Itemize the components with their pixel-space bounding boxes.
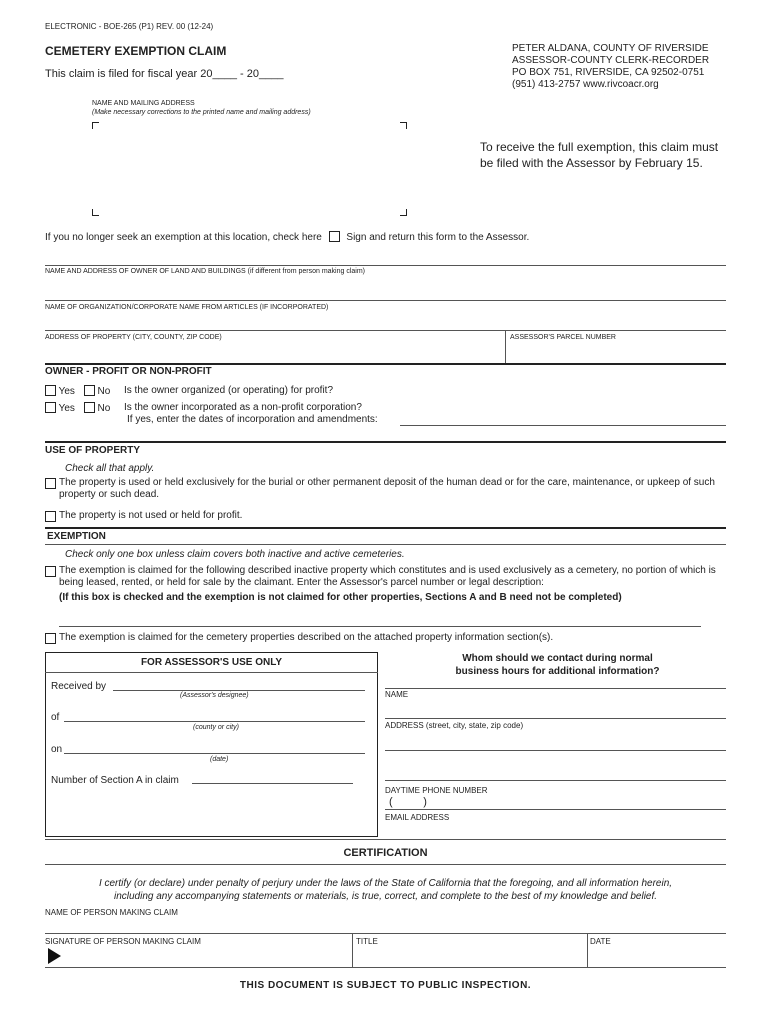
contact-name-field[interactable] bbox=[385, 700, 726, 716]
no-longer-seek-row bbox=[45, 231, 529, 243]
mailing-label: NAME AND MAILING ADDRESS bbox=[92, 100, 195, 107]
date-field[interactable] bbox=[590, 948, 726, 964]
contact-name-label: NAME bbox=[385, 690, 409, 699]
assessor-office-block bbox=[512, 43, 709, 91]
address-window-corner-bl bbox=[92, 209, 99, 216]
use-instruction: Check all that apply. bbox=[65, 463, 155, 474]
on-hint: (date) bbox=[210, 756, 229, 763]
signature-label: SIGNATURE OF PERSON MAKING CLAIM bbox=[45, 937, 201, 946]
title-field[interactable] bbox=[356, 948, 584, 964]
address-window-corner-br bbox=[400, 209, 407, 216]
office-line-2: ASSESSOR-COUNTY CLERK-RECORDER bbox=[512, 55, 710, 66]
contact-email-label: EMAIL ADDRESS bbox=[385, 813, 450, 822]
assessor-use-box bbox=[45, 652, 378, 837]
received-by-label: Received by bbox=[51, 681, 107, 692]
claimant-name-label: NAME OF PERSON MAKING CLAIM bbox=[45, 908, 178, 917]
parcel-number-label: ASSESSOR'S PARCEL NUMBER bbox=[510, 334, 616, 341]
form-code: ELECTRONIC - BOE-265 (P1) REV. 00 (12-24) bbox=[45, 22, 214, 31]
section-a-count-label: Number of Section A in claim bbox=[51, 775, 179, 786]
received-by-hint: (Assessor's designee) bbox=[180, 692, 249, 699]
certification-line-1: I certify (or declare) under penalty of perjury under the laws of the State of California that the foregoing, and all information herein, bbox=[98, 878, 673, 889]
property-address-field[interactable] bbox=[45, 344, 500, 362]
use-item1-text: The property is used or held exclusively for the burial or other permanent deposit of the human dead or for the care, maintenance, or upkeep of such property or such dead. bbox=[59, 477, 715, 500]
owner-q2-no-label: No bbox=[97, 403, 111, 414]
address-window-corner-tl bbox=[92, 122, 99, 129]
owner-section-heading: OWNER - PROFIT OR NON-PROFIT bbox=[45, 366, 212, 377]
owner-q2-followup: If yes, enter the dates of incorporation and amendments: bbox=[127, 414, 378, 425]
received-by-field[interactable] bbox=[113, 690, 365, 691]
claimant-name-field[interactable] bbox=[45, 918, 726, 932]
owner-q1-row bbox=[45, 385, 110, 397]
exemption-item2-checkbox[interactable] bbox=[45, 633, 56, 644]
owner-q1-yes-checkbox[interactable] bbox=[45, 385, 56, 396]
sign-here-arrow-icon bbox=[48, 948, 61, 964]
date-label: DATE bbox=[590, 937, 611, 946]
exemption-instruction: Check only one box unless claim covers both inactive and active cemeteries. bbox=[65, 549, 405, 560]
contact-address-label: ADDRESS (street, city, state, zip code) bbox=[385, 721, 524, 730]
owner-q1-no-label: No bbox=[97, 386, 111, 397]
exemption-item2-text: The exemption is claimed for the cemetery properties described on the attached property information section(s). bbox=[59, 632, 554, 643]
assessor-box-heading: FOR ASSESSOR'S USE ONLY bbox=[140, 657, 283, 668]
address-window-corner-tr bbox=[400, 122, 407, 129]
property-address-label: ADDRESS OF PROPERTY (CITY, COUNTY, ZIP CODE) bbox=[45, 334, 222, 341]
use-item2-checkbox[interactable] bbox=[45, 511, 56, 522]
office-line-4: (951) 413-2757 www.rivcoacr.org bbox=[512, 79, 659, 90]
parcel-number-field[interactable] bbox=[510, 344, 726, 362]
contact-phone-field[interactable]: ( ) bbox=[389, 796, 427, 808]
use-section-heading: USE OF PROPERTY bbox=[45, 445, 141, 456]
filing-deadline-notice: To receive the full exemption, this claim must be filed with the Assessor by February 15. bbox=[480, 140, 719, 170]
contact-phone-label: DAYTIME PHONE NUMBER bbox=[385, 786, 488, 795]
owner-q1-no-checkbox[interactable] bbox=[84, 385, 95, 396]
owner-q2-no-checkbox[interactable] bbox=[84, 402, 95, 413]
owner-q2-yes-checkbox[interactable] bbox=[45, 402, 56, 413]
fiscal-year-line: This claim is filed for fiscal year 20____ - 20____ bbox=[45, 68, 284, 80]
owner-address-field[interactable] bbox=[45, 278, 726, 298]
owner-address-label: NAME AND ADDRESS OF OWNER OF LAND AND BUILDINGS (if different from person making claim) bbox=[45, 268, 366, 275]
org-name-label: NAME OF ORGANIZATION/CORPORATE NAME FROM ARTICLES (IF INCORPORATED) bbox=[45, 304, 329, 311]
org-name-field[interactable] bbox=[45, 314, 726, 328]
owner-q2-row bbox=[45, 402, 110, 414]
of-hint: (county or city) bbox=[193, 724, 239, 731]
certification-statement bbox=[45, 877, 726, 903]
office-line-3: PO BOX 751, RIVERSIDE, CA 92502-0751 bbox=[512, 67, 705, 78]
owner-q1-text: Is the owner organized (or operating) for profit? bbox=[124, 385, 333, 396]
owner-q2-text: Is the owner incorporated as a non-profit corporation? bbox=[124, 402, 362, 413]
received-date-field[interactable] bbox=[64, 753, 365, 754]
incorporation-dates-field[interactable] bbox=[400, 425, 726, 426]
of-label: of bbox=[51, 712, 60, 723]
contact-email-field[interactable] bbox=[385, 823, 726, 837]
county-city-field[interactable] bbox=[64, 721, 365, 722]
parcel-description-field[interactable] bbox=[59, 626, 701, 627]
contact-heading-line-2: business hours for additional information? bbox=[455, 666, 660, 677]
owner-q1-yes-label: Yes bbox=[58, 386, 75, 397]
contact-heading bbox=[385, 652, 730, 678]
on-label: on bbox=[51, 744, 63, 755]
use-item2-text: The property is not used or held for profit. bbox=[59, 510, 243, 521]
certification-heading: CERTIFICATION bbox=[343, 847, 428, 859]
exemption-item1-note: (If this box is checked and the exemption is not claimed for other properties, Sections A and B need not be completed) bbox=[59, 592, 622, 603]
mailing-address-area[interactable] bbox=[100, 128, 396, 206]
title-label: TITLE bbox=[356, 937, 378, 946]
exemption-item1-text: The exemption is claimed for the following described inactive property which constitutes and is used exclusively as a cemetery, no portion of which is being leased, rented, or held for sale by the claimant. Enter the Assessor's parcel number or legal description: bbox=[59, 565, 716, 588]
office-line-1: PETER ALDANA, COUNTY OF RIVERSIDE bbox=[512, 43, 709, 54]
owner-q2-yes-label: Yes bbox=[58, 403, 75, 414]
public-inspection-notice: THIS DOCUMENT IS SUBJECT TO PUBLIC INSPECTION. bbox=[239, 980, 532, 991]
mailing-sublabel: (Make necessary corrections to the printed name and mailing address) bbox=[92, 109, 311, 116]
section-a-count-field[interactable] bbox=[192, 783, 353, 784]
sign-and-return-text: Sign and return this form to the Assessor. bbox=[346, 232, 530, 243]
use-item1-checkbox[interactable] bbox=[45, 478, 56, 489]
certification-line-2: including any accompanying statements or materials, is true, correct, and complete to the best of my knowledge and belief. bbox=[113, 891, 658, 902]
no-longer-seek-checkbox[interactable] bbox=[329, 231, 340, 242]
signature-field[interactable] bbox=[65, 948, 348, 964]
no-longer-seek-text: If you no longer seek an exemption at this location, check here bbox=[45, 232, 322, 243]
exemption-item1-checkbox[interactable] bbox=[45, 566, 56, 577]
contact-heading-line-1: Whom should we contact during normal bbox=[462, 653, 653, 664]
exemption-section-heading: EXEMPTION bbox=[47, 531, 106, 542]
form-title: CEMETERY EXEMPTION CLAIM bbox=[45, 44, 227, 58]
contact-address-field[interactable] bbox=[385, 731, 726, 747]
